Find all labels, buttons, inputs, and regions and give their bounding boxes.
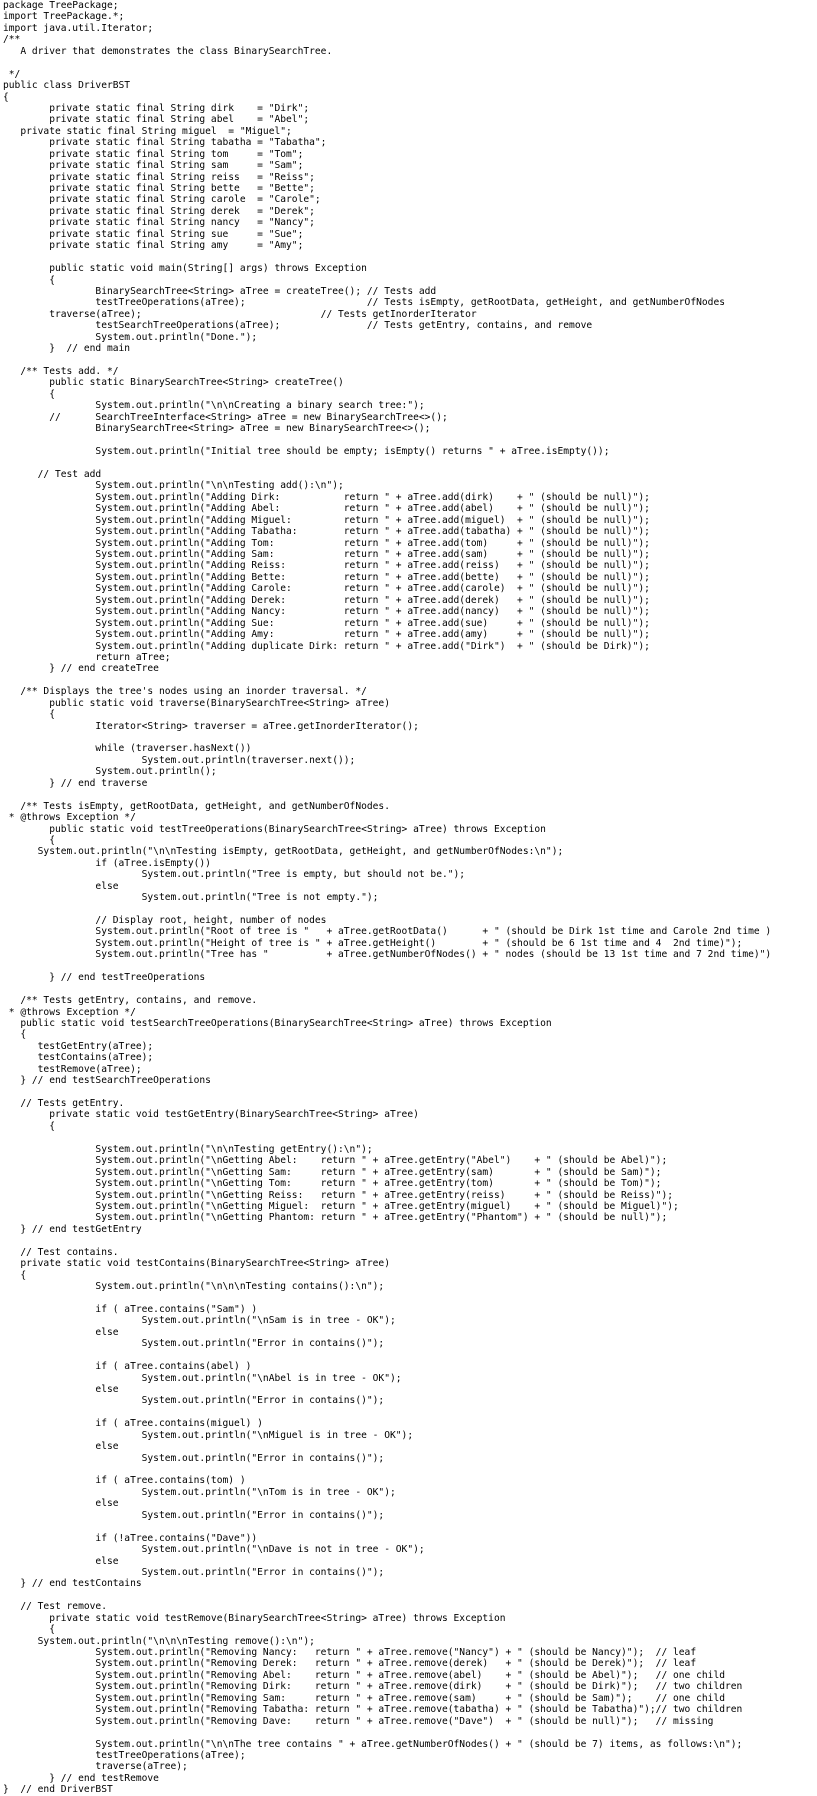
code-line: System.out.println(traverser.next()); (3, 754, 356, 766)
code-line: private static final String carole = "Carole"; (3, 194, 321, 206)
code-line: System.out.println("Adding Sam: return " + aTree.add(sam) + " (should be null)"); (3, 549, 650, 560)
code-line (3, 1132, 817, 1143)
code-line: { (3, 91, 9, 103)
code-line (3, 732, 817, 743)
code-line: System.out.println("\n\nTesting add():\n"); (3, 480, 344, 492)
code-line: else (3, 1383, 119, 1395)
code-line: /** Tests isEmpty, getRootData, getHeight, and getNumberOfNodes. (3, 800, 390, 812)
code-line: System.out.println("Done."); (3, 331, 258, 343)
code-line: private static final String bette = "Bette"; (3, 183, 315, 194)
code-line: if ( aTree.contains(miguel) ) (3, 1418, 263, 1430)
code-line: else (3, 1326, 119, 1338)
code-line: * @throws Exception */ (3, 1006, 136, 1018)
code-line: System.out.println("Adding Carole: return " + aTree.add(carole) + " (should be null)"); (3, 583, 650, 595)
code-line: } // end testGetEntry (3, 1223, 142, 1235)
code-line: System.out.println("\n\nThe tree contains " + aTree.getNumberOfNodes() + " (should be 7) items, as follows:\n"); (3, 1738, 743, 1750)
code-line: Iterator<String> traverser = aTree.getInorderIterator(); (3, 720, 419, 732)
code-line: System.out.println("Adding Bette: return " + aTree.add(bette) + " (should be null)"); (3, 571, 650, 583)
code-line: private static final String tom = "Tom"; (3, 148, 304, 160)
code-line: System.out.println("Adding Derek: return " + aTree.add(derek) + " (should be null)"); (3, 594, 650, 606)
code-line (3, 675, 817, 686)
code-line (3, 789, 817, 800)
code-line (3, 1235, 817, 1246)
code-line: System.out.println("Initial tree should be empty; isEmpty() returns " + aTree.isEmpty()); (3, 446, 610, 458)
code-line: /** Tests getEntry, contains, and remove. (3, 995, 258, 1007)
code-line: return aTree; (3, 651, 171, 663)
code-line: // Test remove. (3, 1601, 107, 1613)
code-line: private static final String amy = "Amy"; (3, 240, 304, 252)
code-line (3, 1407, 817, 1418)
code-line (3, 984, 817, 995)
code-line: } // end testContains (3, 1578, 142, 1590)
code-line: public static void testSearchTreeOperations(BinarySearchTree<String> aTree) throws Exception (3, 1017, 552, 1029)
code-line: { (3, 1120, 55, 1132)
code-line: System.out.println("Tree is not empty."); (3, 892, 379, 904)
code-line: // SearchTreeInterface<String> aTree = new BinarySearchTree<>(); (3, 411, 448, 423)
code-line: { (3, 709, 55, 721)
code-line: /** Displays the tree's nodes using an inorder traversal. */ (3, 686, 367, 698)
code-line: System.out.println("Tree has " + aTree.getNumberOfNodes() + " nodes (should be 13 1st time and 7 2nd time)") (3, 949, 772, 961)
code-line (3, 1464, 817, 1475)
code-line (3, 1087, 817, 1098)
code-line: System.out.println("Adding duplicate Dirk: return " + aTree.add("Dirk") + " (should be Dirk)"); (3, 640, 650, 652)
code-line: import java.util.Iterator; (3, 22, 154, 34)
code-line: { (3, 274, 55, 286)
code-line: { (3, 1269, 27, 1281)
code-line: testRemove(aTree); (3, 1063, 142, 1075)
code-line (3, 435, 817, 446)
code-line: System.out.println("\n\nTesting isEmpty, getRootData, getHeight, and getNumberOfNodes:\n"); (3, 846, 564, 858)
code-line: System.out.println("Adding Reiss: return " + aTree.add(reiss) + " (should be null)"); (3, 560, 650, 572)
code-line: System.out.println("Height of tree is " + aTree.getHeight() + " (should be 6 1st time and 4 2nd time)"); (3, 937, 743, 949)
code-line: testSearchTreeOperations(aTree); // Tests getEntry, contains, and remove (3, 320, 593, 332)
code-line: testGetEntry(aTree); (3, 1040, 154, 1052)
code-line: else (3, 1555, 119, 1567)
code-line: } // end DriverBST (3, 1784, 113, 1796)
code-line: // Test add (3, 468, 102, 480)
code-line (3, 355, 817, 366)
code-line: System.out.println("Adding Dirk: return " + aTree.add(dirk) + " (should be null)"); (3, 491, 650, 503)
code-line: System.out.println("\n\nCreating a binary search tree:"); (3, 400, 425, 412)
code-line: System.out.println("\nSam is in tree - OK"); (3, 1315, 396, 1327)
code-line: // Tests getEntry. (3, 1098, 125, 1109)
code-line: System.out.println("Error in contains()"); (3, 1509, 385, 1521)
code-line: System.out.println("Removing Abel: return " + aTree.remove(abel) + " (should be Abel)"); // one child (3, 1669, 725, 1681)
code-line: testTreeOperations(aTree); // Tests isEmpty, getRootData, getHeight, and getNumberOfNodes (3, 297, 725, 309)
code-line: else (3, 880, 119, 892)
code-line: System.out.println("\nGetting Phantom: return " + aTree.getEntry("Phantom") + " (should be null)"); (3, 1212, 668, 1224)
code-line: private static final String reiss = "Reiss"; (3, 171, 315, 183)
code-line: System.out.println("Error in contains()"); (3, 1395, 385, 1407)
code-line: System.out.println("Adding Amy: return " + aTree.add(amy) + " (should be null)"); (3, 629, 650, 641)
code-line: public static void traverse(BinarySearchTree<String> aTree) (3, 697, 390, 709)
code-line: traverse(aTree); (3, 1761, 188, 1773)
code-line: System.out.println("\nDave is not in tree - OK"); (3, 1544, 425, 1556)
code-line: if (!aTree.contains("Dave")) (3, 1532, 258, 1544)
code-line: System.out.println("\nGetting Miguel: return " + aTree.getEntry(miguel) + " (should be Miguel)"); (3, 1200, 679, 1212)
code-line: System.out.println("\nGetting Sam: return " + aTree.getEntry(sam) + " (should be Sam)"); (3, 1166, 662, 1178)
code-line: System.out.println("\nTom is in tree - OK"); (3, 1486, 396, 1498)
code-line: System.out.println("Tree is empty, but should not be."); (3, 869, 466, 881)
code-line: System.out.println("Adding Tabatha: return " + aTree.add(tabatha) + " (should be null)"); (3, 526, 650, 538)
code-line: else (3, 1441, 119, 1453)
code-line: private static final String sam = "Sam"; (3, 160, 304, 172)
code-line: private static void testContains(BinarySearchTree<String> aTree) (3, 1258, 390, 1270)
code-line: // Display root, height, number of nodes (3, 915, 327, 926)
code-line: BinarySearchTree<String> aTree = new BinarySearchTree<>(); (3, 423, 431, 435)
code-line (3, 1521, 817, 1532)
code-line: */ (3, 68, 21, 80)
code-line: System.out.println("Removing Dirk: return " + aTree.remove(dirk) + " (should be Dirk)"); // two children (3, 1681, 743, 1693)
code-line: private static void testRemove(BinarySearchTree<String> aTree) throws Exception (3, 1612, 506, 1624)
code-line: System.out.println("\n\nTesting getEntry():\n"); (3, 1143, 373, 1155)
code-line: private static final String derek = "Derek"; (3, 205, 315, 217)
code-line (3, 961, 817, 972)
code-line: } // end createTree (3, 663, 159, 675)
code-line: System.out.println("\nGetting Reiss: return " + aTree.getEntry(reiss) + " (should be Reiss)"); (3, 1189, 674, 1201)
code-line (3, 252, 817, 263)
code-line (3, 904, 817, 915)
code-line: if ( aTree.contains(tom) ) (3, 1475, 246, 1487)
code-line: public static void testTreeOperations(BinarySearchTree<String> aTree) throws Exception (3, 823, 546, 835)
code-line: if ( aTree.contains("Sam") ) (3, 1303, 258, 1315)
code-line: public static BinarySearchTree<String> createTree() (3, 377, 344, 389)
code-line: System.out.println("Adding Miguel: return " + aTree.add(miguel) + " (should be null)"); (3, 514, 650, 526)
code-line (3, 1590, 817, 1601)
code-line: } // end main (3, 343, 131, 355)
code-line: // Test contains. (3, 1246, 119, 1258)
code-line: { (3, 1624, 55, 1636)
code-line: System.out.println("\nGetting Abel: return " + aTree.getEntry("Abel") + " (should be Abel)"); (3, 1155, 668, 1167)
code-line: System.out.println("Root of tree is " + aTree.getRootData() + " (should be Dirk 1st time and Carole 2nd time ) (3, 926, 772, 938)
code-line: private static void testGetEntry(BinarySearchTree<String> aTree) (3, 1109, 419, 1121)
code-line: System.out.println("\nAbel is in tree - OK"); (3, 1372, 402, 1384)
code-line: System.out.println("Removing Dave: return " + aTree.remove("Dave") + " (should be null)"); // missing (3, 1715, 714, 1727)
code-line: System.out.println("Error in contains()"); (3, 1338, 385, 1350)
code-line: testTreeOperations(aTree); (3, 1749, 246, 1761)
code-line: if ( aTree.contains(abel) ) (3, 1361, 252, 1373)
code-line: System.out.println("Error in contains()"); (3, 1452, 385, 1464)
code-line: public static void main(String[] args) throws Exception (3, 263, 367, 275)
code-line: private static final String nancy = "Nancy"; (3, 217, 315, 229)
code-line (3, 57, 817, 68)
code-line: System.out.println("Adding Sue: return " + aTree.add(sue) + " (should be null)"); (3, 617, 650, 629)
code-line: BinarySearchTree<String> aTree = createTree(); // Tests add (3, 285, 437, 297)
code-line: traverse(aTree); // Tests getInorderIterator (3, 308, 477, 320)
code-line: System.out.println("Adding Tom: return " + aTree.add(tom) + " (should be null)"); (3, 537, 650, 549)
code-line: System.out.println("Error in contains()"); (3, 1566, 385, 1578)
code-line: A driver that demonstrates the class BinarySearchTree. (3, 45, 333, 57)
code-line (3, 1727, 817, 1738)
code-line: System.out.println("Removing Derek: return " + aTree.remove(derek) + " (should be Derek)"); // leaf (3, 1658, 697, 1670)
code-line: while (traverser.hasNext()) (3, 743, 252, 755)
code-line: private static final String dirk = "Dirk"; (3, 102, 310, 114)
code-line: } // end testRemove (3, 1772, 159, 1784)
code-line (3, 1350, 817, 1361)
code-listing (3, 0, 817, 1796)
code-line: { (3, 388, 55, 400)
code-line: private static final String miguel = "Miguel"; (3, 125, 292, 137)
code-line: System.out.println("Removing Tabatha: return " + aTree.remove(tabatha) + " (should be Tabatha)");// two children (3, 1704, 743, 1716)
code-line: } // end traverse (3, 777, 148, 789)
code-line: private static final String tabatha = "Tabatha"; (3, 137, 327, 149)
code-line: /** (3, 34, 21, 46)
code-line (3, 458, 817, 469)
code-line: } // end testSearchTreeOperations (3, 1075, 211, 1087)
code-line: System.out.println("\n\n\nTesting contains():\n"); (3, 1281, 385, 1292)
code-line: System.out.println(); (3, 766, 217, 778)
code-line (3, 1292, 817, 1303)
code-line: package TreePackage; (3, 0, 119, 11)
code-line: testContains(aTree); (3, 1052, 154, 1064)
code-line: System.out.println("Removing Sam: return " + aTree.remove(sam) + " (should be Sam)"); // one child (3, 1692, 725, 1704)
code-line: System.out.println("\nMiguel is in tree - OK"); (3, 1429, 414, 1441)
code-line: /** Tests add. */ (3, 366, 119, 377)
code-line: { (3, 1029, 27, 1041)
code-line: } // end testTreeOperations (3, 972, 206, 984)
code-line: { (3, 834, 55, 846)
code-line: private static final String sue = "Sue"; (3, 228, 304, 240)
code-line: if (aTree.isEmpty()) (3, 857, 211, 869)
code-line: import TreePackage.*; (3, 11, 125, 23)
code-line: System.out.println("Adding Nancy: return " + aTree.add(nancy) + " (should be null)"); (3, 606, 650, 618)
code-line: System.out.println("Removing Nancy: return " + aTree.remove("Nancy") + " (should be Nancy)"); // leaf (3, 1647, 697, 1658)
code-line: System.out.println("\nGetting Tom: return " + aTree.getEntry(tom) + " (should be Tom)"); (3, 1178, 662, 1190)
code-line: System.out.println("\n\n\nTesting remove():\n"); (3, 1635, 315, 1647)
code-line: private static final String abel = "Abel"; (3, 114, 310, 126)
code-line: System.out.println("Adding Abel: return " + aTree.add(abel) + " (should be null)"); (3, 503, 650, 515)
code-line: else (3, 1498, 119, 1510)
code-line: public class DriverBST (3, 80, 131, 92)
code-line: * @throws Exception */ (3, 812, 136, 824)
